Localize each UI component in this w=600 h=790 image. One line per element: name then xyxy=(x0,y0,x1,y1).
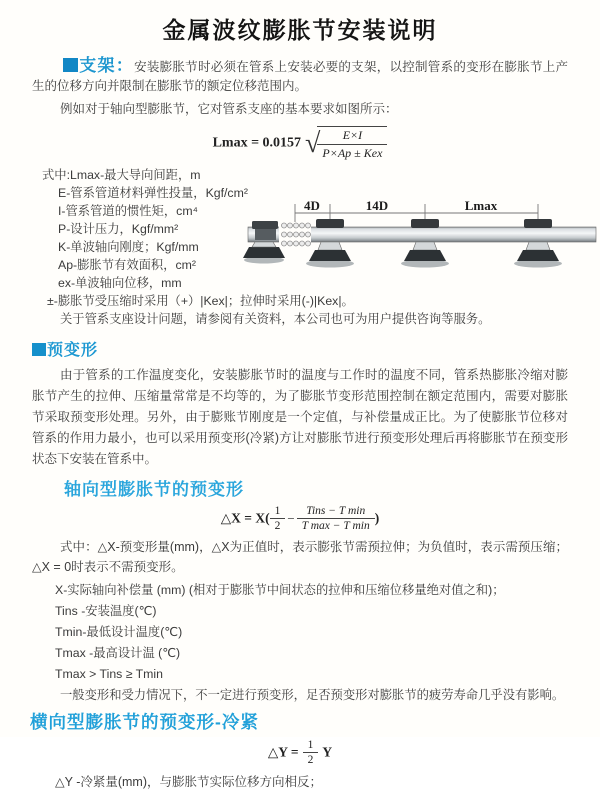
page-title: 金属波纹膨胀节安装说明 xyxy=(162,17,438,43)
axial-formula-lhs: △X = X( xyxy=(220,510,270,526)
dimension-label-14d: 14D xyxy=(365,198,389,213)
axial-definition-item: Tmax > Tins ≥ Tmin xyxy=(55,667,163,681)
radical-sign-icon: √ xyxy=(305,127,321,159)
support-shadows xyxy=(244,257,562,268)
support-example-line: 例如对于轴向型膨胀节，它对管系支座的基本要求如图所示： xyxy=(60,102,398,116)
definition-item: 关于管系支座设计问题，请参阅有关资料，本公司也可为用户提供咨询等服务。 xyxy=(60,312,491,326)
support-section-heading: 支架： xyxy=(79,56,135,75)
lateral-predeform-heading: 横向型膨胀节的预变形-冷紧 xyxy=(30,712,259,732)
definition-item: Ap-膨胀节有效面积，cm² xyxy=(58,258,196,272)
support-intro-paragraph xyxy=(32,56,568,96)
lateral-note-line: △Y -冷紧量(mm)，与膨胀节实际位移方向相反； xyxy=(55,775,323,789)
axial-definition-item: Tins -安装温度(℃) xyxy=(55,604,157,618)
axial-definition-item: Tmin-最低设计温度(℃) xyxy=(55,625,183,639)
minus-sign: − xyxy=(287,510,295,526)
section-square-icon xyxy=(63,58,78,72)
lateral-predeform-formula xyxy=(0,739,600,766)
bellows xyxy=(279,222,311,247)
lmax-formula-numerator: E×I xyxy=(317,128,387,145)
definition-item: 式中:Lmax-最大导向间距，m xyxy=(42,168,201,182)
section-square-icon xyxy=(32,343,46,356)
lmax-formula-radicand xyxy=(317,126,387,161)
definition-item: ±-膨胀节受压缩时采用（+）|Kex|；拉伸时采用(-)|Kex|。 xyxy=(47,294,354,308)
axial-formula-rhs: ) xyxy=(374,510,380,526)
lmax-formula-denominator: P×Ap ± Kex xyxy=(322,146,383,160)
axial-predeform-formula xyxy=(0,505,600,532)
lateral-formula-rhs: Y xyxy=(322,744,333,760)
temperature-fraction: $\frac{\text{Tins − T min}}{\text{T max − T min}}$ xyxy=(297,505,375,532)
support-spacing-diagram xyxy=(248,197,596,285)
definition-item: ex-单波轴向位移，mm xyxy=(58,276,182,290)
dimension-label-lmax: Lmax xyxy=(464,198,498,213)
axial-definition-item: 一般变形和受力情况下，不一定进行预变形，足否预变形对膨胀节的疲劳寿命几乎没有影响。 xyxy=(60,688,565,702)
axial-definition-item: X-实际轴向补偿量 (mm) (相对于膨胀节中间状态的拉伸和压缩位移量绝对值之和)； xyxy=(55,583,505,597)
support-intro-text: 安装膨胀节时必须在管系上安装必要的支架，以控制管系的变形在膨胀节上产生的位移方向并限制在膨胀节的额定位移范围内。 xyxy=(32,60,569,93)
axial-predeform-heading: 轴向型膨胀节的预变形 xyxy=(64,480,244,499)
one-half-fraction: $\frac{1}{2}$ xyxy=(303,739,319,766)
predeform-heading-text: 预变形 xyxy=(47,342,99,359)
definition-item: E-管系管道材料弹性投量，Kgf/cm² xyxy=(58,186,248,200)
dimension-label-4d: 4D xyxy=(304,198,320,213)
axial-explain-paragraph: 式中：△X-预变形量(mm)，△X为正值时，表示膨张节需预拉伸；为负值时，表示需预压缩；△X = 0时表示不需预变形。 xyxy=(32,540,568,574)
axial-definition-item: Tmax -最高设计温 (℃) xyxy=(55,646,181,660)
definition-item: P-设计压力，Kgf/mm² xyxy=(58,222,179,236)
definition-item: K-单波轴向刚度；Kgf/mm xyxy=(58,240,199,254)
axial-definition-list xyxy=(55,580,600,706)
definition-item: I-管系管道的惯性矩，cm⁴ xyxy=(58,204,198,218)
lmax-formula xyxy=(0,126,600,161)
predeform-paragraph: 由于管系的工作温度变化，安装膨胀节时的温度与工作时的温度不同，管系热膨胀冷缩对膨胀节产生的拉伸、压缩量常常是不均等的，为了膨胀节变形范围控制在额定范围内，需要对膨胀节采取预变形处理。另外，由于膨账节刚度是一个定值，与补偿量成正比。为了使膨胀节位移对管系的作用力最小，也可以采用预变形(冷紧)方让对膨胀节进行预变形处理后再将膨胀节在预变形状态下安装在管系中。 xyxy=(32,368,568,466)
lmax-formula-lhs: Lmax = 0.0157 xyxy=(212,135,302,151)
one-half-fraction: $\frac{1}{2}$ xyxy=(270,505,286,532)
predeform-section-heading xyxy=(32,337,600,360)
lateral-formula-lhs: △Y = xyxy=(267,744,299,760)
